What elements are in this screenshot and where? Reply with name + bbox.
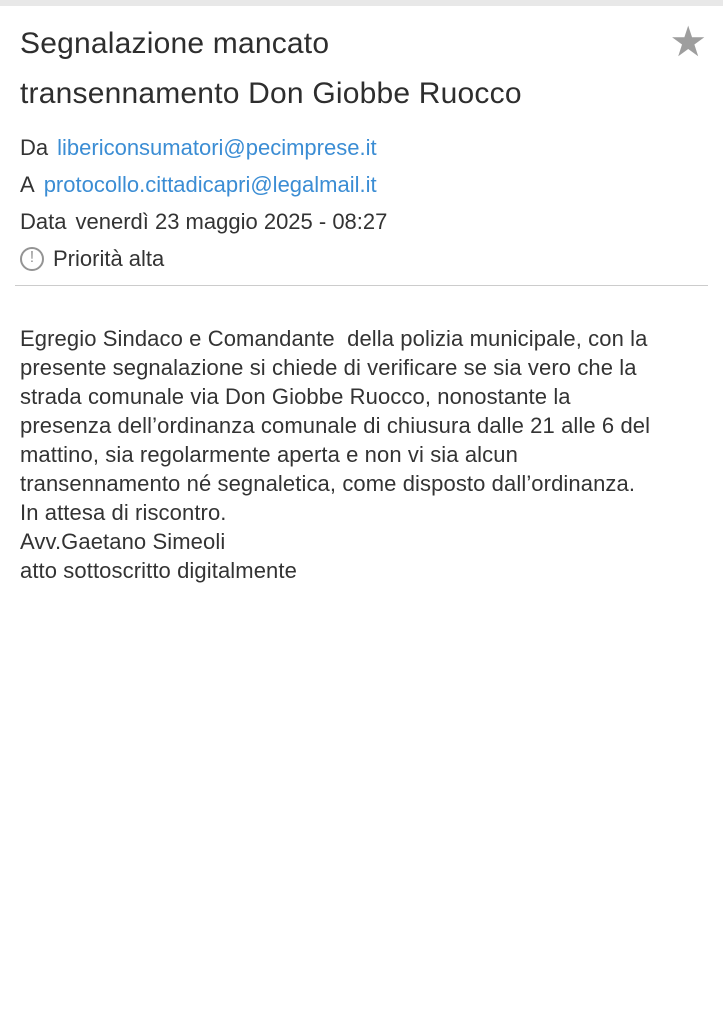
email-subject bbox=[20, 19, 631, 119]
from-address-link[interactable]: libericonsumatori@pecimprese.it bbox=[57, 134, 377, 160]
date-row bbox=[20, 203, 703, 240]
to-label: A bbox=[20, 171, 35, 197]
email-subject-line: transennamento Don Giobbe Ruocco bbox=[20, 77, 522, 110]
email-body-line: mattino, sia regolarmente aperta e non vi sia alcun bbox=[20, 442, 518, 467]
priority-row bbox=[20, 240, 703, 277]
email-body bbox=[20, 324, 703, 585]
email-body-line: Egregio Sindaco e Comandante della polizia municipale, con la bbox=[20, 326, 648, 351]
email-body-line: presenza dell’ordinanza comunale di chiusura dalle 21 alle 6 del bbox=[20, 413, 651, 438]
email-body-line: strada comunale via Don Giobbe Ruocco, nonostante la bbox=[20, 384, 571, 409]
star-icon[interactable]: ★ bbox=[669, 18, 707, 65]
top-edge-bar bbox=[0, 0, 723, 6]
email-body-line: presente segnalazione si chiede di verificare se sia vero che la bbox=[20, 355, 637, 380]
email-subject-line: Segnalazione mancato bbox=[20, 27, 330, 60]
to-address-link[interactable]: protocollo.cittadicapri@legalmail.it bbox=[43, 171, 377, 197]
email-content bbox=[0, 19, 723, 585]
header-body-divider bbox=[15, 285, 708, 286]
date-label: Data bbox=[20, 208, 67, 234]
priority-alert-icon bbox=[20, 247, 44, 271]
email-body-line: Avv.Gaetano Simeoli bbox=[20, 529, 226, 554]
priority-exclamation-mark: ! bbox=[29, 249, 35, 266]
from-label: Da bbox=[20, 134, 49, 160]
email-meta bbox=[20, 129, 703, 277]
email-body-line: transennamento né segnaletica, come disposto dall’ordinanza. bbox=[20, 471, 636, 496]
from-row bbox=[20, 129, 703, 166]
email-body-line: atto sottoscritto digitalmente bbox=[20, 558, 297, 583]
email-body-line: In attesa di riscontro. bbox=[20, 500, 227, 525]
to-row bbox=[20, 166, 703, 203]
email-header bbox=[20, 18, 707, 119]
date-value: venerdì 23 maggio 2025 - 08:27 bbox=[75, 208, 388, 234]
priority-label: Priorità alta bbox=[53, 245, 165, 271]
